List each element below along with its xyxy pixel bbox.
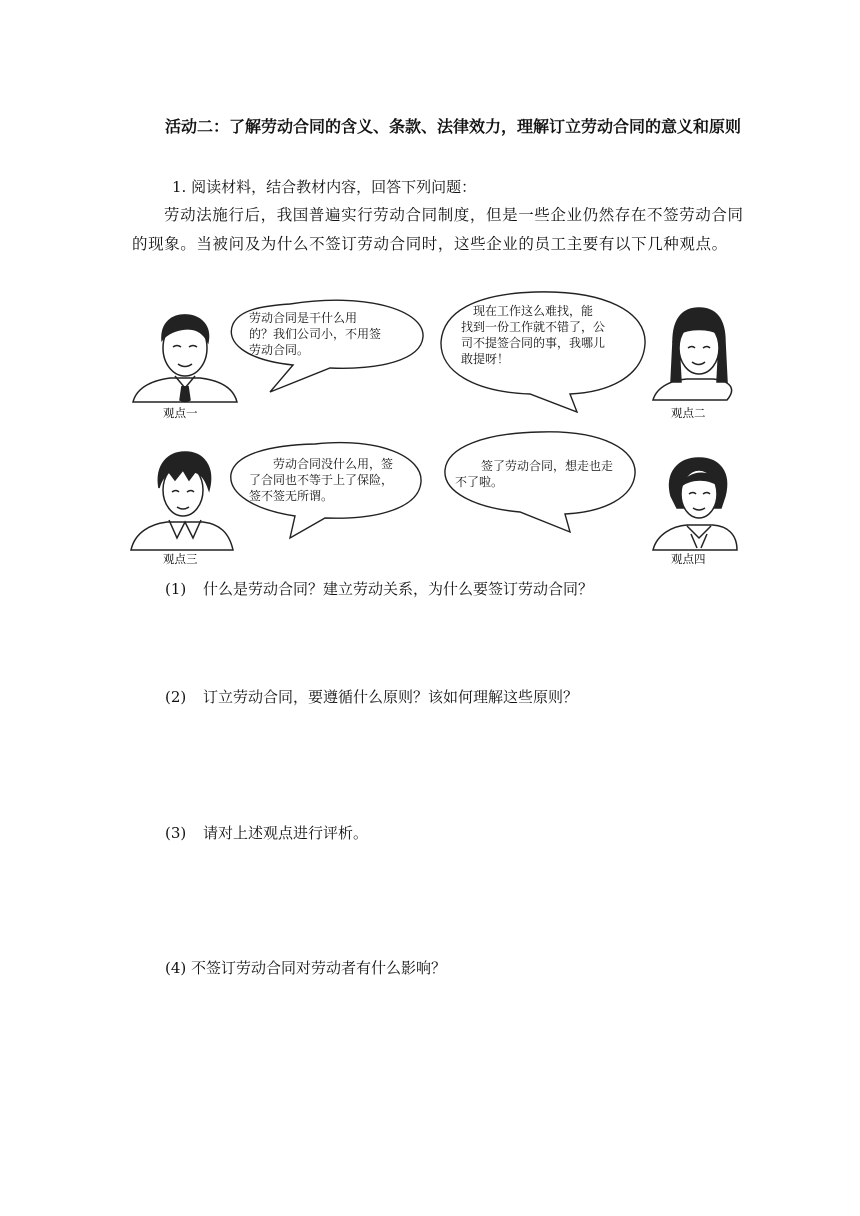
- question-number: (3): [165, 824, 187, 842]
- bubble-text-3: 劳动合同没什么用，签 了合同也不等于上了保险， 签不签无所谓。: [249, 457, 394, 503]
- question-text: 请对上述观点进行评析。: [203, 824, 369, 842]
- question-text: 什么是劳动合同？建立劳动关系，为什么要签订劳动合同？: [203, 580, 594, 598]
- activity-heading: 活动二：了解劳动合同的含义、条款、法律效力，理解订立劳动合同的意义和原则: [165, 117, 742, 136]
- person-1-avatar: [133, 315, 237, 402]
- question-1: [165, 578, 593, 600]
- material-paragraph: 劳动法施行后，我国普遍实行劳动合同制度，但是一些企业仍然存在不签劳动合同的现象。当被问及为什么不签订劳动合同时，这些企业的员工主要有以下几种观点。: [132, 206, 744, 253]
- question-3: [165, 822, 368, 844]
- question-4: [165, 957, 446, 979]
- bubble-text-4: 签了劳动合同，想走也走 不了啦。: [455, 459, 614, 489]
- question-2: [165, 686, 578, 708]
- caption-viewpoint-1: 观点一: [163, 406, 198, 420]
- person-4-avatar: [653, 458, 737, 550]
- caption-viewpoint-3: 观点三: [163, 552, 198, 566]
- viewpoints-illustration: [125, 282, 745, 572]
- question-text: 不签订劳动合同对劳动者有什么影响？: [191, 959, 447, 977]
- person-3-avatar: [131, 452, 233, 550]
- question-number: (4): [165, 959, 187, 977]
- caption-viewpoint-4: 观点四: [671, 552, 706, 566]
- bubble-text-1: 劳动合同是干什么用 的？我们公司小，不用签 劳动合同。: [249, 311, 382, 357]
- question-number: (2): [165, 688, 187, 706]
- bubble-text-2: 现在工作这么难找，能 找到一份工作就不错了，公 司不提签合同的事，我哪儿 敢提呀！: [461, 304, 606, 366]
- instruction-text: 1. 阅读材料，结合教材内容，回答下列问题：: [172, 178, 477, 196]
- question-text: 订立劳动合同，要遵循什么原则？该如何理解这些原则？: [203, 688, 579, 706]
- caption-viewpoint-2: 观点二: [671, 406, 706, 420]
- person-2-avatar: [653, 308, 732, 400]
- question-number: (1): [165, 580, 187, 598]
